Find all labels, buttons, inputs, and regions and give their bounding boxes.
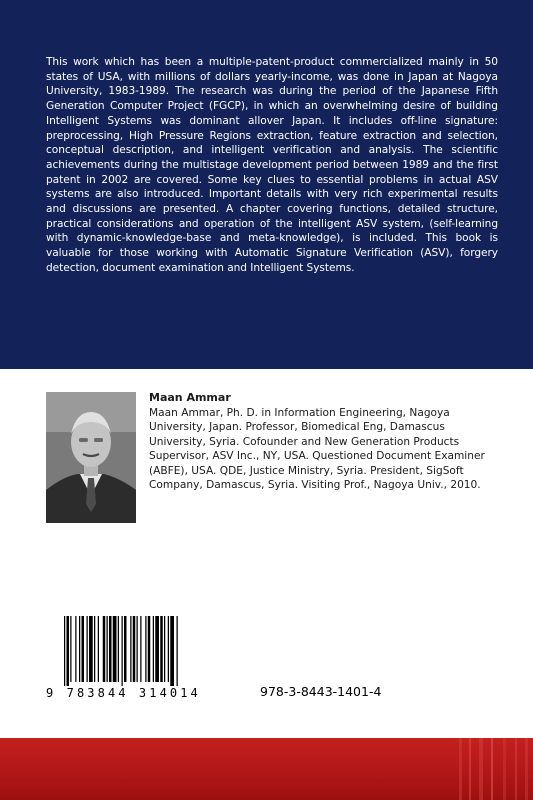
author-bio: Maan Ammar, Ph. D. in Information Engineering, Nagoya University, Japan. Professor, Biomedical Eng, Damascus University, Syria. Cofounder and New Generation Products Supervisor, ASV Inc., NY, USA. Questioned Document Examiner (ABFE), USA. QDE, Justice Ministry, Syria. President, SigSoft Company, Damascus, Syria. Visiting Prof., Nagoya Univ., 2010. <box>149 407 485 492</box>
book-description: This work which has been a multiple-patent-product commercialized mainly in 50 states of USA, with millions of dollars yearly-income, was done in Japan at Nagoya University, 1983-1989. The research was during the period of the Japanese Fifth Generation Computer Project (FGCP), in which an overwhelming desire of building Intelligent Systems was dominant allover Japan. It includes off-line signature: preprocessing, High Pressure Regions extraction, feature extraction and selection, conceptual description, and intelligent verification and analysis. The scientific achievements during the multistage development period between 1989 and the first patent in 2002 are covered. Some key clues to essential problems in actual ASV systems are also introduced. Important details with very rich experimental results and discussions are presented. A chapter covering functions, detailed structure, practical considerations and operation of the intelligent ASV system, (self-learning with dynamic-knowledge-base and meta-knowledge), is included. This book is valuable for those working with Automatic Signature Verification (ASV), forgery detection, document examination and Intelligent Systems. <box>46 56 498 274</box>
decorative-streaks <box>453 738 533 800</box>
barcode-bars <box>46 602 226 686</box>
back-cover-top-panel <box>0 0 533 369</box>
author-photo <box>46 392 136 523</box>
barcode-digits: 9 783844 314014 <box>46 686 201 700</box>
isbn-number: 978-3-8443-1401-4 <box>260 684 382 699</box>
author-portrait-image <box>46 392 136 523</box>
isbn-barcode <box>46 602 226 698</box>
author-name: Maan Ammar <box>149 391 231 404</box>
